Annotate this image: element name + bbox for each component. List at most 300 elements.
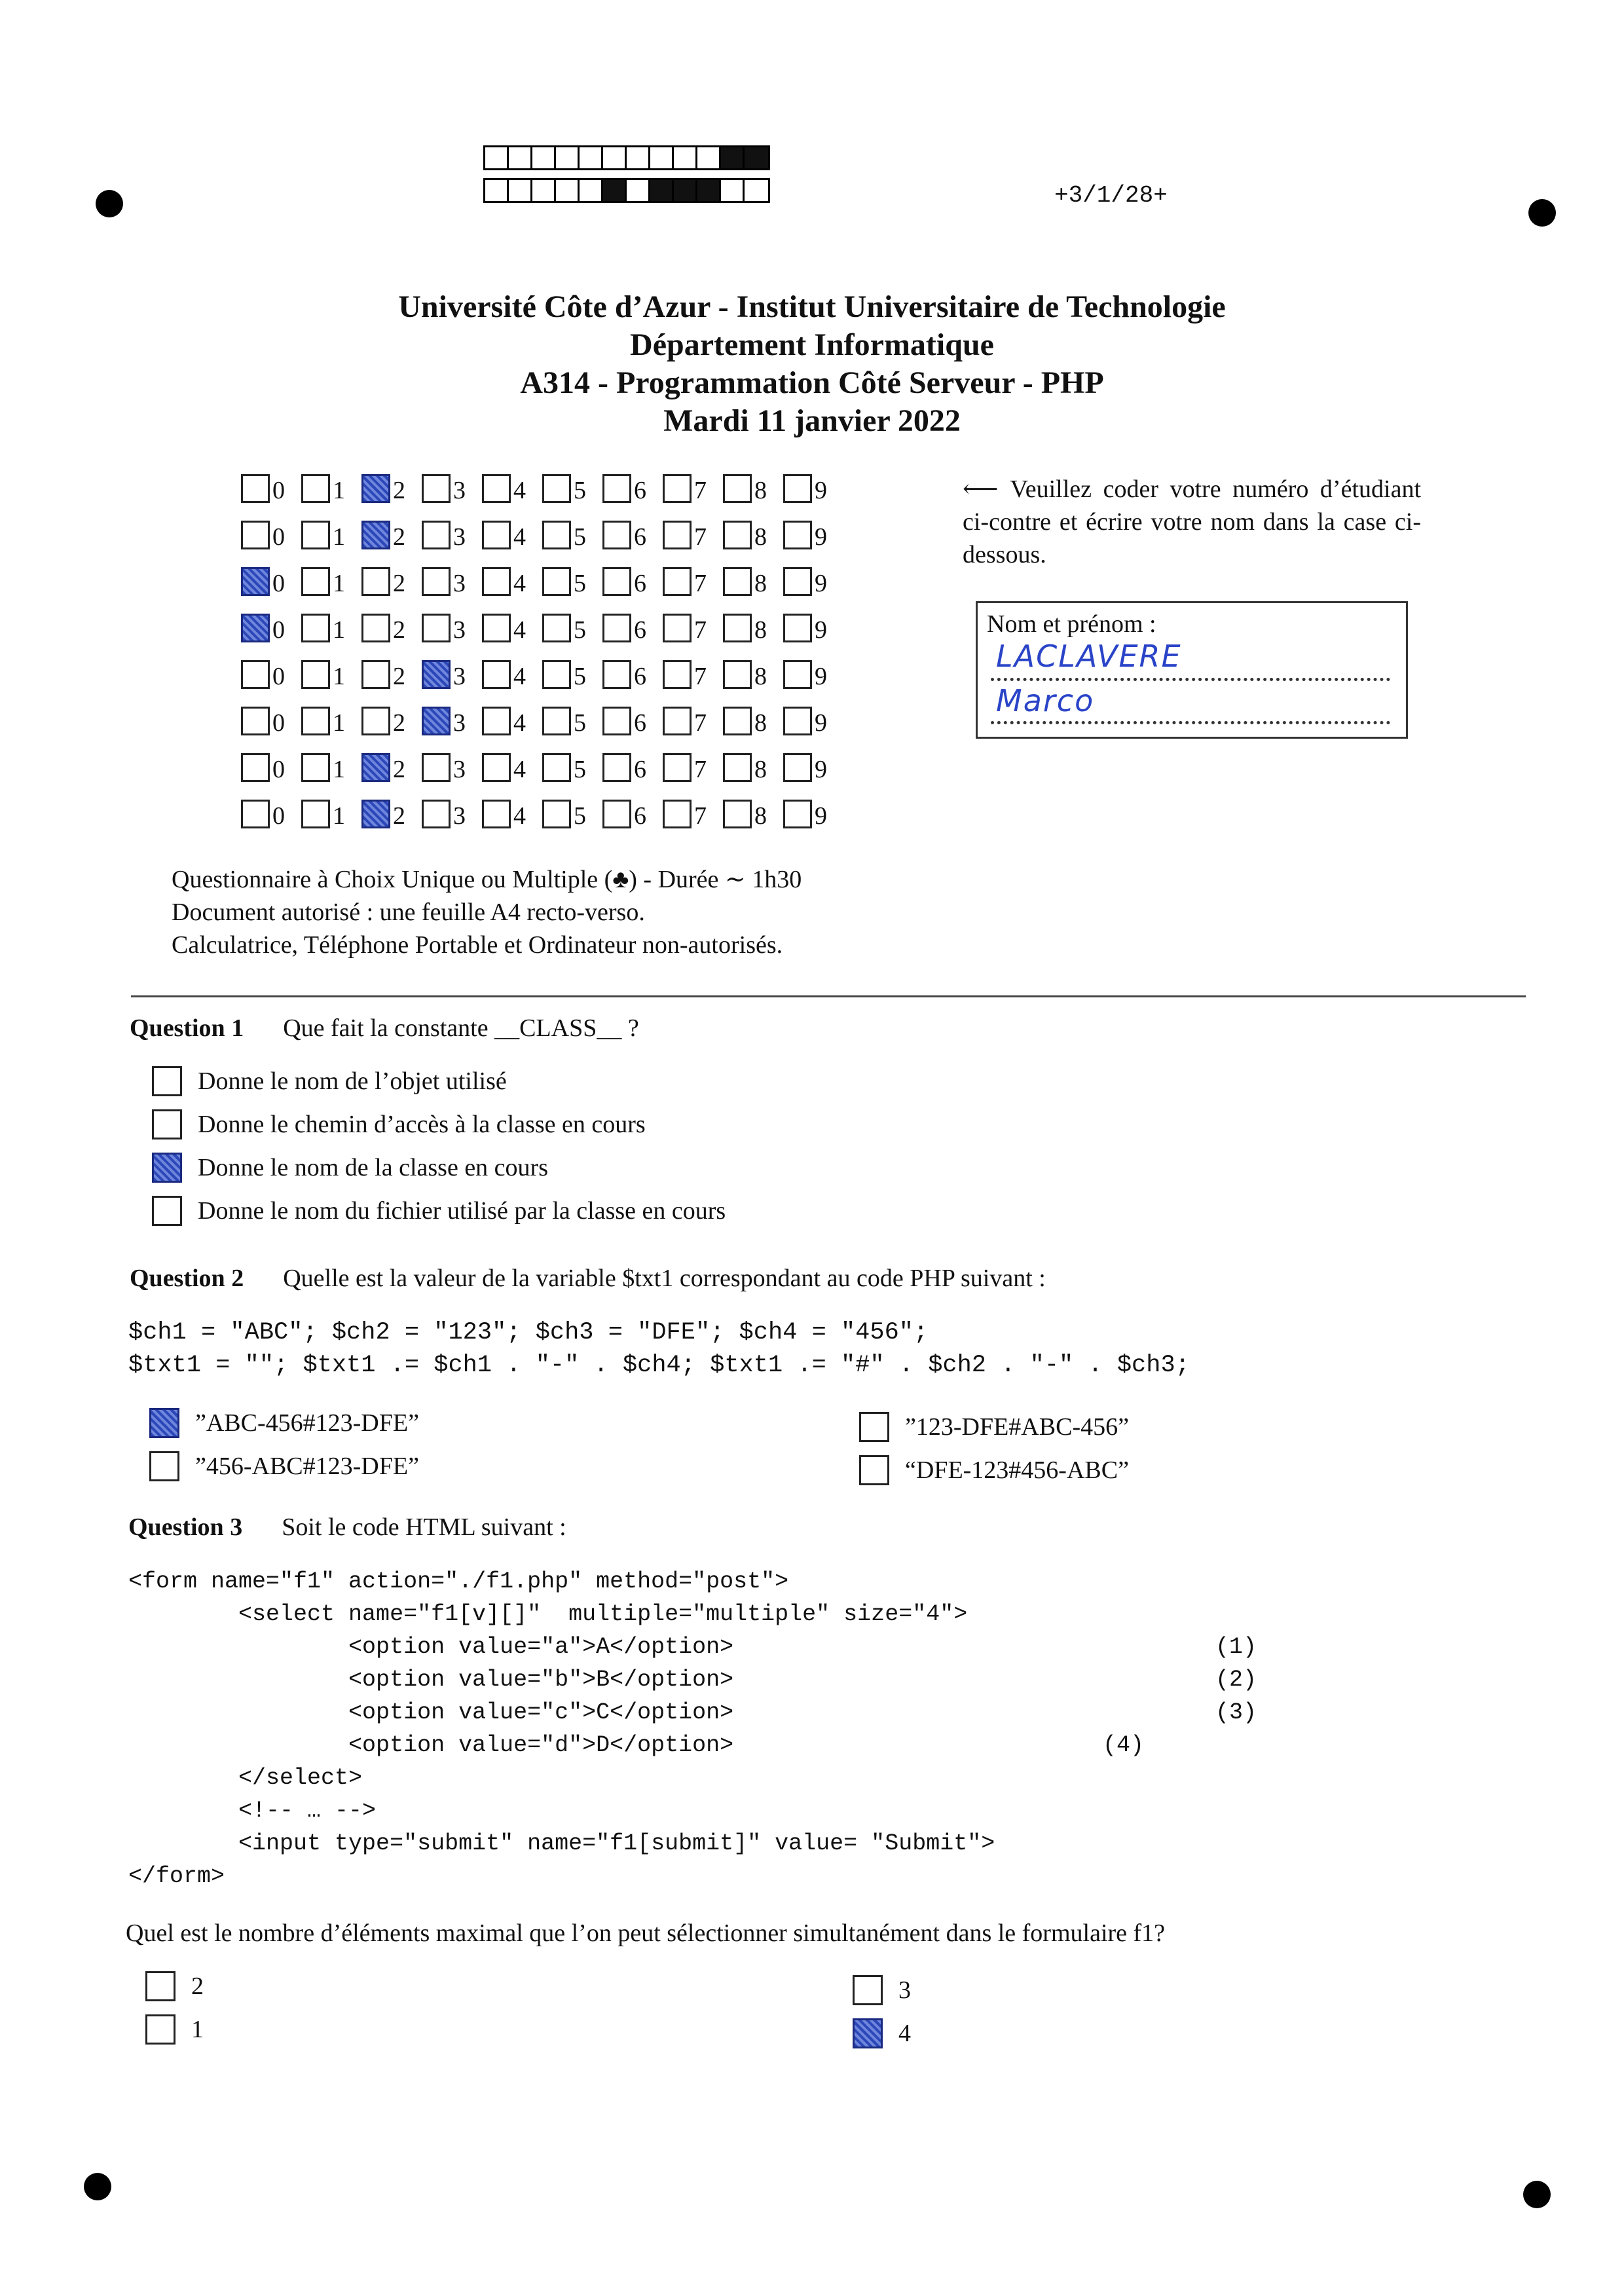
digit-option	[783, 660, 843, 689]
header-university: Université Côte d’Azur - Institut Universitaire de Technologie	[398, 289, 1226, 324]
digit-option	[422, 614, 482, 642]
digit-option	[301, 567, 361, 596]
digit-option	[361, 800, 422, 828]
digit-label: 7	[694, 476, 707, 504]
digit-option	[602, 521, 663, 549]
answer-label: 3	[898, 1976, 911, 2004]
digit-label: 7	[694, 755, 707, 783]
digit-label: 4	[513, 523, 526, 551]
digit-checkbox[interactable]	[361, 707, 390, 735]
digit-label: 7	[694, 616, 707, 644]
digit-checkbox[interactable]	[663, 614, 692, 642]
digit-checkbox[interactable]	[663, 474, 692, 503]
digit-option	[783, 753, 843, 782]
digit-checkbox[interactable]	[482, 521, 511, 549]
html-code-line: <option value="a">A</option>	[128, 1634, 734, 1660]
digit-checkbox[interactable]	[241, 800, 270, 828]
answer-checkbox[interactable]	[152, 1196, 182, 1226]
digit-label: 2	[393, 616, 405, 644]
digit-option	[361, 660, 422, 689]
code-line-note: (3)	[1215, 1699, 1257, 1726]
answer-label: 1	[191, 2016, 204, 2043]
answer-label: 2	[191, 1972, 204, 2000]
digit-checkbox[interactable]	[422, 707, 451, 735]
digit-option	[301, 521, 361, 549]
digit-checkbox[interactable]	[602, 660, 631, 689]
answer-option[interactable]	[152, 1196, 726, 1226]
digit-checkbox[interactable]	[723, 660, 752, 689]
digit-label: 7	[694, 662, 707, 690]
digit-option	[361, 474, 422, 503]
digit-checkbox[interactable]	[783, 660, 812, 689]
digit-label: 1	[333, 709, 345, 737]
digit-option	[663, 474, 723, 503]
student-number-row	[241, 697, 843, 744]
digit-checkbox[interactable]	[422, 660, 451, 689]
digit-label: 9	[815, 709, 827, 737]
digit-option	[723, 800, 783, 828]
digit-checkbox[interactable]	[422, 800, 451, 828]
digit-option	[482, 474, 542, 503]
answer-label: “DFE-123#456-ABC”	[905, 1456, 1129, 1484]
digit-checkbox[interactable]	[663, 521, 692, 549]
answer-option[interactable]	[152, 1066, 507, 1096]
page-id: +3/1/28+	[1054, 182, 1168, 209]
digit-label: 5	[574, 802, 586, 830]
digit-label: 8	[754, 523, 767, 551]
digit-option	[482, 567, 542, 596]
digit-label: 9	[815, 755, 827, 783]
digit-checkbox[interactable]	[723, 753, 752, 782]
answer-checkbox[interactable]	[152, 1066, 182, 1096]
html-code-line: </form>	[128, 1863, 225, 1889]
answer-option[interactable]	[145, 2014, 204, 2045]
digit-option	[361, 707, 422, 735]
digit-label: 8	[754, 802, 767, 830]
digit-checkbox[interactable]	[783, 521, 812, 549]
digit-option	[241, 660, 301, 689]
digit-label: 1	[333, 616, 345, 644]
digit-option	[422, 753, 482, 782]
digit-checkbox[interactable]	[602, 474, 631, 503]
digit-checkbox[interactable]	[663, 800, 692, 828]
answer-checkbox[interactable]	[859, 1412, 889, 1442]
digit-checkbox[interactable]	[783, 753, 812, 782]
digit-label: 2	[393, 662, 405, 690]
digit-checkbox[interactable]	[301, 660, 330, 689]
answer-label: ”456-ABC#123-DFE”	[195, 1453, 419, 1480]
digit-label: 5	[574, 569, 586, 597]
answer-option[interactable]	[853, 2018, 911, 2048]
digit-label: 9	[815, 616, 827, 644]
code-line-note: (2)	[1215, 1667, 1257, 1693]
digit-checkbox[interactable]	[783, 474, 812, 503]
digit-checkbox[interactable]	[241, 753, 270, 782]
digit-option	[723, 474, 783, 503]
page-code-bar-bottom	[483, 178, 770, 203]
answer-checkbox[interactable]	[152, 1153, 182, 1183]
digit-checkbox[interactable]	[422, 521, 451, 549]
digit-label: 8	[754, 755, 767, 783]
digit-option	[482, 753, 542, 782]
answer-label: 4	[898, 2020, 911, 2047]
divider	[131, 995, 1526, 997]
digit-checkbox[interactable]	[241, 660, 270, 689]
digit-checkbox[interactable]	[482, 800, 511, 828]
header-date: Mardi 11 janvier 2022	[663, 403, 961, 438]
digit-checkbox[interactable]	[783, 567, 812, 596]
digit-checkbox[interactable]	[663, 707, 692, 735]
exam-info-line: Calculatrice, Téléphone Portable et Ordinateur non-autorisés.	[172, 931, 783, 959]
digit-checkbox[interactable]	[482, 567, 511, 596]
answer-checkbox[interactable]	[145, 2014, 175, 2045]
digit-checkbox[interactable]	[542, 800, 571, 828]
digit-option	[361, 521, 422, 549]
html-code-line: <option value="c">C</option>	[128, 1699, 734, 1726]
html-code-line: <select name="f1[v][]" multiple="multiple" size="4">	[128, 1601, 968, 1627]
header-department: Département Informatique	[630, 327, 994, 362]
digit-checkbox[interactable]	[422, 567, 451, 596]
digit-option	[663, 707, 723, 735]
digit-checkbox[interactable]	[542, 567, 571, 596]
digit-checkbox[interactable]	[482, 753, 511, 782]
digit-label: 4	[513, 709, 526, 737]
digit-label: 5	[574, 755, 586, 783]
digit-checkbox[interactable]	[241, 521, 270, 549]
digit-label: 5	[574, 662, 586, 690]
digit-label: 6	[634, 616, 646, 644]
digit-option	[602, 614, 663, 642]
digit-option	[602, 660, 663, 689]
question-1	[130, 1014, 639, 1043]
student-number-row	[241, 744, 843, 790]
digit-option	[301, 660, 361, 689]
question-3-answers	[145, 1971, 997, 2063]
page-code-bar-top	[483, 145, 770, 170]
digit-option	[542, 707, 602, 735]
digit-label: 6	[634, 802, 646, 830]
digit-label: 5	[574, 476, 586, 504]
digit-option	[241, 614, 301, 642]
digit-label: 0	[272, 569, 285, 597]
student-number-row	[241, 558, 843, 604]
answer-checkbox[interactable]	[149, 1451, 179, 1481]
digit-label: 3	[453, 709, 466, 737]
digit-option	[542, 521, 602, 549]
digit-label: 5	[574, 616, 586, 644]
digit-option	[482, 707, 542, 735]
digit-checkbox[interactable]	[422, 753, 451, 782]
digit-label: 7	[694, 709, 707, 737]
digit-checkbox[interactable]	[422, 474, 451, 503]
digit-checkbox[interactable]	[361, 800, 390, 828]
answer-option[interactable]	[149, 1451, 419, 1481]
digit-checkbox[interactable]	[602, 614, 631, 642]
digit-option	[482, 800, 542, 828]
digit-checkbox[interactable]	[482, 660, 511, 689]
registration-mark	[84, 2173, 111, 2200]
digit-option	[783, 800, 843, 828]
student-number-row	[241, 465, 843, 511]
digit-checkbox[interactable]	[361, 474, 390, 503]
digit-label: 4	[513, 755, 526, 783]
digit-label: 8	[754, 616, 767, 644]
digit-label: 9	[815, 476, 827, 504]
registration-mark	[96, 190, 123, 217]
digit-option	[663, 567, 723, 596]
digit-label: 4	[513, 802, 526, 830]
digit-checkbox[interactable]	[723, 614, 752, 642]
digit-option	[542, 474, 602, 503]
digit-checkbox[interactable]	[783, 614, 812, 642]
digit-checkbox[interactable]	[301, 521, 330, 549]
digit-option	[723, 753, 783, 782]
digit-label: 3	[453, 476, 466, 504]
digit-option	[241, 753, 301, 782]
digit-option	[422, 567, 482, 596]
digit-option	[482, 521, 542, 549]
question-2	[130, 1264, 1046, 1293]
answer-option[interactable]	[149, 1408, 419, 1438]
html-code-line: <input type="submit" name="f1[submit]" value= "Submit">	[128, 1830, 995, 1857]
digit-option	[241, 521, 301, 549]
digit-option	[602, 474, 663, 503]
digit-label: 4	[513, 569, 526, 597]
digit-checkbox[interactable]	[783, 707, 812, 735]
digit-label: 1	[333, 569, 345, 597]
digit-checkbox[interactable]	[301, 567, 330, 596]
digit-option	[783, 707, 843, 735]
digit-option	[482, 614, 542, 642]
digit-option	[422, 800, 482, 828]
digit-label: 4	[513, 476, 526, 504]
digit-label: 1	[333, 662, 345, 690]
digit-option	[783, 614, 843, 642]
name-line-2	[991, 721, 1390, 724]
digit-option	[783, 474, 843, 503]
digit-option	[723, 614, 783, 642]
html-code-line: <option value="d">D</option>	[128, 1732, 734, 1758]
digit-option	[241, 800, 301, 828]
answer-checkbox[interactable]	[145, 1971, 175, 2001]
digit-label: 7	[694, 523, 707, 551]
instructions	[963, 473, 1421, 571]
digit-label: 3	[453, 523, 466, 551]
digit-label: 2	[393, 569, 405, 597]
digit-checkbox[interactable]	[602, 707, 631, 735]
digit-label: 6	[634, 476, 646, 504]
exam-info-line: Questionnaire à Choix Unique ou Multiple (♣) - Durée ∼ 1h30	[172, 866, 802, 893]
php-code-line: $txt1 = ""; $txt1 .= $ch1 . "-" . $ch4; $txt1 .= "#" . $ch2 . "-" . $ch3;	[128, 1352, 1190, 1379]
code-line-note: (4)	[1103, 1732, 1145, 1758]
digit-checkbox[interactable]	[301, 753, 330, 782]
digit-checkbox[interactable]	[241, 474, 270, 503]
digit-label: 0	[272, 523, 285, 551]
digit-label: 9	[815, 569, 827, 597]
exam-info	[172, 863, 802, 961]
digit-label: 8	[754, 569, 767, 597]
digit-option	[361, 614, 422, 642]
answer-checkbox[interactable]	[859, 1455, 889, 1485]
digit-checkbox[interactable]	[542, 753, 571, 782]
digit-label: 4	[513, 662, 526, 690]
digit-checkbox[interactable]	[301, 474, 330, 503]
answer-option[interactable]	[859, 1455, 1129, 1485]
student-number-row	[241, 790, 843, 837]
digit-label: 0	[272, 755, 285, 783]
digit-label: 1	[333, 755, 345, 783]
answer-option[interactable]	[853, 1975, 911, 2005]
digit-checkbox[interactable]	[301, 614, 330, 642]
digit-checkbox[interactable]	[663, 753, 692, 782]
answer-checkbox[interactable]	[853, 1975, 883, 2005]
digit-option	[301, 614, 361, 642]
digit-checkbox[interactable]	[723, 521, 752, 549]
digit-label: 8	[754, 709, 767, 737]
digit-label: 9	[815, 662, 827, 690]
digit-label: 2	[393, 476, 405, 504]
name-box-label: Nom et prénom :	[987, 610, 1156, 638]
digit-option	[542, 660, 602, 689]
digit-label: 2	[393, 523, 405, 551]
digit-label: 3	[453, 569, 466, 597]
digit-option	[542, 753, 602, 782]
digit-label: 2	[393, 755, 405, 783]
digit-checkbox[interactable]	[241, 614, 270, 642]
php-code-line: $ch1 = "ABC"; $ch2 = "123"; $ch3 = "DFE"; $ch4 = "456";	[128, 1319, 929, 1346]
digit-checkbox[interactable]	[361, 614, 390, 642]
digit-option	[602, 753, 663, 782]
digit-option	[723, 567, 783, 596]
digit-option	[602, 800, 663, 828]
answer-option[interactable]	[145, 1971, 204, 2001]
code-line-note: (1)	[1215, 1634, 1257, 1660]
digit-option	[422, 707, 482, 735]
answer-checkbox[interactable]	[152, 1109, 182, 1139]
registration-mark	[1523, 2181, 1551, 2208]
digit-label: 1	[333, 802, 345, 830]
digit-option	[723, 660, 783, 689]
digit-label: 1	[333, 476, 345, 504]
digit-label: 0	[272, 476, 285, 504]
header-course: A314 - Programmation Côté Serveur - PHP	[520, 365, 1104, 400]
answer-label: ”123-DFE#ABC-456”	[905, 1413, 1129, 1441]
digit-checkbox[interactable]	[602, 521, 631, 549]
digit-checkbox[interactable]	[542, 474, 571, 503]
digit-label: 8	[754, 662, 767, 690]
question-label: Question 3	[128, 1513, 243, 1541]
digit-checkbox[interactable]	[482, 474, 511, 503]
answer-checkbox[interactable]	[149, 1408, 179, 1438]
digit-checkbox[interactable]	[663, 567, 692, 596]
digit-checkbox[interactable]	[301, 707, 330, 735]
digit-option	[783, 567, 843, 596]
digit-checkbox[interactable]	[482, 707, 511, 735]
digit-label: 2	[393, 709, 405, 737]
html-code-line: <option value="b">B</option>	[128, 1667, 734, 1693]
student-number-row	[241, 651, 843, 697]
digit-label: 6	[634, 523, 646, 551]
digit-label: 3	[453, 755, 466, 783]
digit-option	[301, 474, 361, 503]
handwritten-first-name: Marco	[996, 683, 1095, 718]
digit-label: 0	[272, 662, 285, 690]
answer-option[interactable]	[859, 1412, 1129, 1442]
handwritten-last-name: LACLAVERE	[996, 639, 1182, 674]
digit-option	[241, 474, 301, 503]
digit-checkbox[interactable]	[361, 753, 390, 782]
digit-checkbox[interactable]	[542, 707, 571, 735]
digit-checkbox[interactable]	[542, 614, 571, 642]
name-box[interactable]	[976, 601, 1408, 739]
digit-checkbox[interactable]	[422, 614, 451, 642]
digit-label: 3	[453, 662, 466, 690]
digit-checkbox[interactable]	[602, 567, 631, 596]
digit-checkbox[interactable]	[361, 567, 390, 596]
digit-label: 4	[513, 616, 526, 644]
digit-label: 2	[393, 802, 405, 830]
answer-label: Donne le nom de la classe en cours	[198, 1154, 548, 1181]
exam-info-line: Document autorisé : une feuille A4 recto-verso.	[172, 898, 645, 926]
digit-checkbox[interactable]	[602, 800, 631, 828]
student-number-row	[241, 604, 843, 651]
digit-checkbox[interactable]	[783, 800, 812, 828]
digit-checkbox[interactable]	[723, 474, 752, 503]
digit-option	[361, 567, 422, 596]
digit-option	[422, 521, 482, 549]
answer-label: Donne le nom de l’objet utilisé	[198, 1067, 507, 1095]
digit-label: 5	[574, 523, 586, 551]
answer-option[interactable]	[152, 1153, 548, 1183]
digit-checkbox[interactable]	[663, 660, 692, 689]
digit-checkbox[interactable]	[602, 753, 631, 782]
digit-label: 7	[694, 569, 707, 597]
digit-label: 1	[333, 523, 345, 551]
question-label: Question 2	[130, 1265, 244, 1292]
digit-checkbox[interactable]	[723, 707, 752, 735]
digit-option	[482, 660, 542, 689]
digit-checkbox[interactable]	[361, 521, 390, 549]
digit-option	[783, 521, 843, 549]
digit-label: 0	[272, 709, 285, 737]
digit-checkbox[interactable]	[542, 660, 571, 689]
digit-checkbox[interactable]	[482, 614, 511, 642]
digit-checkbox[interactable]	[723, 800, 752, 828]
digit-option	[241, 707, 301, 735]
answer-label: Donne le nom du fichier utilisé par la classe en cours	[198, 1197, 726, 1225]
digit-label: 6	[634, 662, 646, 690]
digit-checkbox[interactable]	[241, 707, 270, 735]
digit-checkbox[interactable]	[241, 567, 270, 596]
digit-label: 6	[634, 755, 646, 783]
question-label: Question 1	[130, 1014, 244, 1042]
answer-checkbox[interactable]	[853, 2018, 883, 2048]
question-3	[128, 1513, 566, 1542]
digit-label: 9	[815, 802, 827, 830]
question-text: Soit le code HTML suivant :	[282, 1513, 566, 1541]
digit-option	[723, 707, 783, 735]
digit-checkbox[interactable]	[361, 660, 390, 689]
digit-checkbox[interactable]	[542, 521, 571, 549]
digit-option	[663, 660, 723, 689]
digit-option	[542, 800, 602, 828]
digit-label: 6	[634, 709, 646, 737]
digit-checkbox[interactable]	[301, 800, 330, 828]
answer-option[interactable]	[152, 1109, 646, 1139]
digit-checkbox[interactable]	[723, 567, 752, 596]
digit-option	[663, 614, 723, 642]
digit-option	[542, 567, 602, 596]
